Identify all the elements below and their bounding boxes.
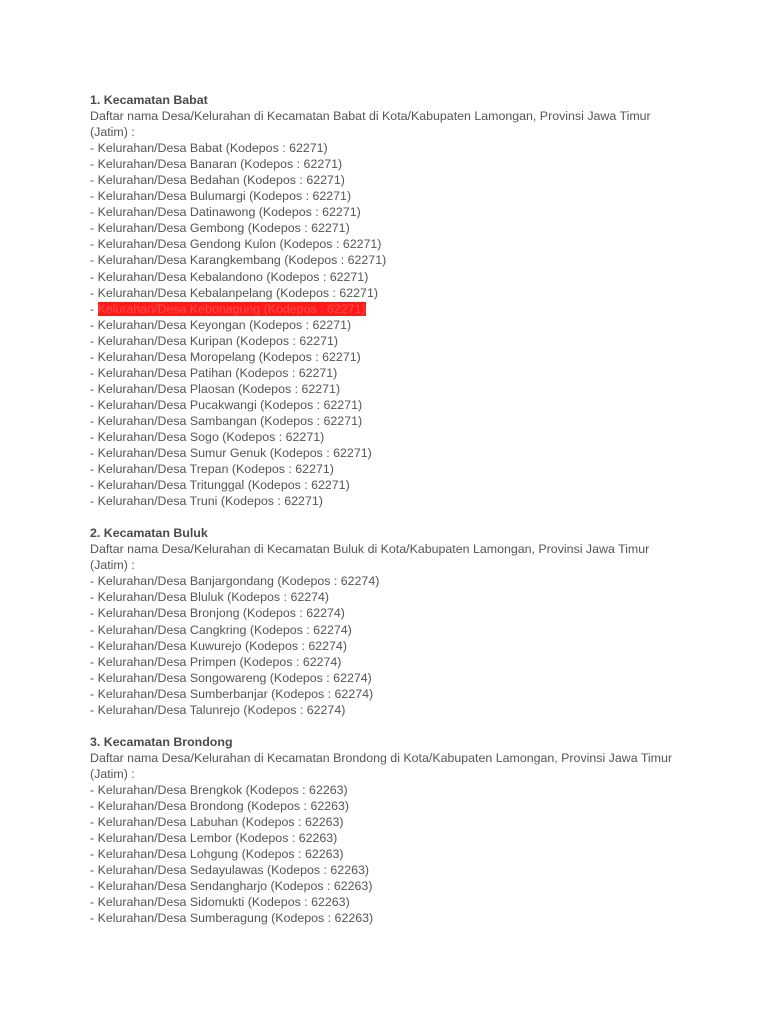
list-item xyxy=(90,894,680,910)
list-bullet: - xyxy=(90,349,95,364)
section-title: 3. Kecamatan Brondong xyxy=(90,734,233,749)
item-text: Kelurahan/Desa Primpen (Kodepos : 62274) xyxy=(97,654,342,669)
list-item xyxy=(90,172,680,188)
list-item xyxy=(90,301,680,317)
village-list xyxy=(90,782,680,926)
item-text: Kelurahan/Desa Banjargondang (Kodepos : 62274) xyxy=(97,574,380,589)
item-text: Kelurahan/Desa Songowareng (Kodepos : 62274) xyxy=(97,670,372,685)
item-text: Kelurahan/Desa Labuhan (Kodepos : 62263) xyxy=(97,815,344,830)
list-bullet: - xyxy=(90,301,95,316)
list-bullet: - xyxy=(90,815,95,830)
list-bullet: - xyxy=(90,381,95,396)
section-description: Daftar nama Desa/Kelurahan di Kecamatan Babat di Kota/Kabupaten Lamongan, Provinsi Jawa Timur (Jatim) : xyxy=(90,109,651,140)
village-list xyxy=(90,573,680,717)
list-bullet: - xyxy=(90,863,95,878)
list-item xyxy=(90,156,680,172)
section-babat xyxy=(90,92,680,509)
list-item xyxy=(90,862,680,878)
item-text: Kelurahan/Desa Babat (Kodepos : 62271) xyxy=(97,141,328,156)
list-item xyxy=(90,670,680,686)
section-buluk xyxy=(90,525,680,718)
list-bullet: - xyxy=(90,831,95,846)
list-bullet: - xyxy=(90,446,95,461)
list-item xyxy=(90,188,680,204)
list-item xyxy=(90,236,680,252)
list-bullet: - xyxy=(90,847,95,862)
list-bullet: - xyxy=(90,686,95,701)
item-text: Kelurahan/Desa Karangkembang (Kodepos : 62271) xyxy=(97,253,387,268)
item-text: Kelurahan/Desa Brengkok (Kodepos : 62263) xyxy=(97,782,348,797)
list-bullet: - xyxy=(90,606,95,621)
list-item xyxy=(90,317,680,333)
list-bullet: - xyxy=(90,494,95,509)
list-item xyxy=(90,140,680,156)
list-item xyxy=(90,702,680,718)
list-bullet: - xyxy=(90,670,95,685)
item-text: Kelurahan/Desa Pucakwangi (Kodepos : 62271) xyxy=(97,397,363,412)
item-text: Kelurahan/Desa Kebalanpelang (Kodepos : 62271) xyxy=(97,285,378,300)
item-text: Kelurahan/Desa Gembong (Kodepos : 62271) xyxy=(97,221,350,236)
section-description: Daftar nama Desa/Kelurahan di Kecamatan Buluk di Kota/Kabupaten Lamongan, Provinsi Jawa Timur (Jatim) : xyxy=(90,542,650,573)
list-bullet: - xyxy=(90,333,95,348)
list-bullet: - xyxy=(90,911,95,926)
list-bullet: - xyxy=(90,189,95,204)
list-item xyxy=(90,622,680,638)
list-item xyxy=(90,365,680,381)
item-text: Kelurahan/Desa Banaran (Kodepos : 62271) xyxy=(97,157,343,172)
list-item xyxy=(90,333,680,349)
item-text: Kelurahan/Desa Bedahan (Kodepos : 62271) xyxy=(97,173,345,188)
list-item xyxy=(90,798,680,814)
list-item xyxy=(90,910,680,926)
list-item xyxy=(90,605,680,621)
list-item xyxy=(90,285,680,301)
item-text: Kelurahan/Desa Lembor (Kodepos : 62263) xyxy=(97,831,338,846)
list-item xyxy=(90,638,680,654)
item-text: Kelurahan/Desa Lohgung (Kodepos : 62263) xyxy=(97,847,344,862)
list-item xyxy=(90,686,680,702)
list-bullet: - xyxy=(90,237,95,252)
item-text: Kelurahan/Desa Bronjong (Kodepos : 62274) xyxy=(97,606,345,621)
list-item xyxy=(90,493,680,509)
item-text: Kelurahan/Desa Kuwurejo (Kodepos : 62274) xyxy=(97,638,347,653)
item-text: Kelurahan/Desa Bulumargi (Kodepos : 62271) xyxy=(97,189,352,204)
list-bullet: - xyxy=(90,269,95,284)
list-item xyxy=(90,830,680,846)
list-bullet: - xyxy=(90,590,95,605)
item-text: Kelurahan/Desa Sogo (Kodepos : 62271) xyxy=(97,429,325,444)
item-text: Kelurahan/Desa Sumur Genuk (Kodepos : 62271) xyxy=(97,446,372,461)
list-bullet: - xyxy=(90,654,95,669)
list-item xyxy=(90,589,680,605)
list-item xyxy=(90,573,680,589)
list-item xyxy=(90,461,680,477)
list-bullet: - xyxy=(90,285,95,300)
highlighted-item-text: Kelurahan/Desa Kebonagung (Kodepos : 62271) xyxy=(97,301,366,316)
list-item xyxy=(90,381,680,397)
list-bullet: - xyxy=(90,429,95,444)
item-text: Kelurahan/Desa Sumberagung (Kodepos : 62263) xyxy=(97,911,374,926)
list-bullet: - xyxy=(90,895,95,910)
section-description: Daftar nama Desa/Kelurahan di Kecamatan Brondong di Kota/Kabupaten Lamongan, Provinsi Jawa Timur (Jatim) : xyxy=(90,750,673,781)
list-bullet: - xyxy=(90,782,95,797)
section-brondong xyxy=(90,734,680,927)
list-bullet: - xyxy=(90,205,95,220)
list-item xyxy=(90,429,680,445)
section-title: 2. Kecamatan Buluk xyxy=(90,526,208,541)
item-text: Kelurahan/Desa Kuripan (Kodepos : 62271) xyxy=(97,333,338,348)
list-bullet: - xyxy=(90,574,95,589)
section-title: 1. Kecamatan Babat xyxy=(90,93,208,107)
item-text: Kelurahan/Desa Brondong (Kodepos : 62263) xyxy=(97,798,350,813)
list-item xyxy=(90,814,680,830)
item-text: Kelurahan/Desa Cangkring (Kodepos : 62274) xyxy=(97,622,352,637)
item-text: Kelurahan/Desa Tritunggal (Kodepos : 62271) xyxy=(97,478,350,493)
list-item xyxy=(90,349,680,365)
item-text: Kelurahan/Desa Bluluk (Kodepos : 62274) xyxy=(97,590,330,605)
list-bullet: - xyxy=(90,702,95,717)
list-item xyxy=(90,654,680,670)
item-text: Kelurahan/Desa Sendangharjo (Kodepos : 62263) xyxy=(97,879,373,894)
item-text: Kelurahan/Desa Sedayulawas (Kodepos : 62263) xyxy=(97,863,369,878)
item-text: Kelurahan/Desa Datinawong (Kodepos : 62271) xyxy=(97,205,361,220)
list-item xyxy=(90,220,680,236)
list-item xyxy=(90,204,680,220)
list-item xyxy=(90,413,680,429)
list-bullet: - xyxy=(90,157,95,172)
list-item xyxy=(90,846,680,862)
item-text: Kelurahan/Desa Plaosan (Kodepos : 62271) xyxy=(97,381,341,396)
list-bullet: - xyxy=(90,478,95,493)
list-bullet: - xyxy=(90,879,95,894)
list-bullet: - xyxy=(90,365,95,380)
list-item xyxy=(90,269,680,285)
list-item xyxy=(90,445,680,461)
list-bullet: - xyxy=(90,141,95,156)
item-text: Kelurahan/Desa Patihan (Kodepos : 62271) xyxy=(97,365,338,380)
list-bullet: - xyxy=(90,317,95,332)
village-list xyxy=(90,140,680,509)
list-bullet: - xyxy=(90,253,95,268)
item-text: Kelurahan/Desa Gendong Kulon (Kodepos : 62271) xyxy=(97,237,382,252)
list-item xyxy=(90,397,680,413)
list-item xyxy=(90,252,680,268)
item-text: Kelurahan/Desa Talunrejo (Kodepos : 62274) xyxy=(97,702,346,717)
list-bullet: - xyxy=(90,173,95,188)
list-bullet: - xyxy=(90,638,95,653)
item-text: Kelurahan/Desa Sidomukti (Kodepos : 62263) xyxy=(97,895,350,910)
list-bullet: - xyxy=(90,622,95,637)
list-item xyxy=(90,477,680,493)
item-text: Kelurahan/Desa Sambangan (Kodepos : 62271) xyxy=(97,413,363,428)
list-item xyxy=(90,782,680,798)
list-bullet: - xyxy=(90,397,95,412)
item-text: Kelurahan/Desa Truni (Kodepos : 62271) xyxy=(97,494,323,509)
document-page xyxy=(90,92,680,942)
list-bullet: - xyxy=(90,221,95,236)
item-text: Kelurahan/Desa Kebalandono (Kodepos : 62271) xyxy=(97,269,369,284)
list-bullet: - xyxy=(90,798,95,813)
item-text: Kelurahan/Desa Trepan (Kodepos : 62271) xyxy=(97,462,334,477)
list-bullet: - xyxy=(90,462,95,477)
item-text: Kelurahan/Desa Sumberbanjar (Kodepos : 62274) xyxy=(97,686,374,701)
item-text: Kelurahan/Desa Keyongan (Kodepos : 62271) xyxy=(97,317,352,332)
list-item xyxy=(90,878,680,894)
item-text: Kelurahan/Desa Moropelang (Kodepos : 62271) xyxy=(97,349,361,364)
list-bullet: - xyxy=(90,413,95,428)
